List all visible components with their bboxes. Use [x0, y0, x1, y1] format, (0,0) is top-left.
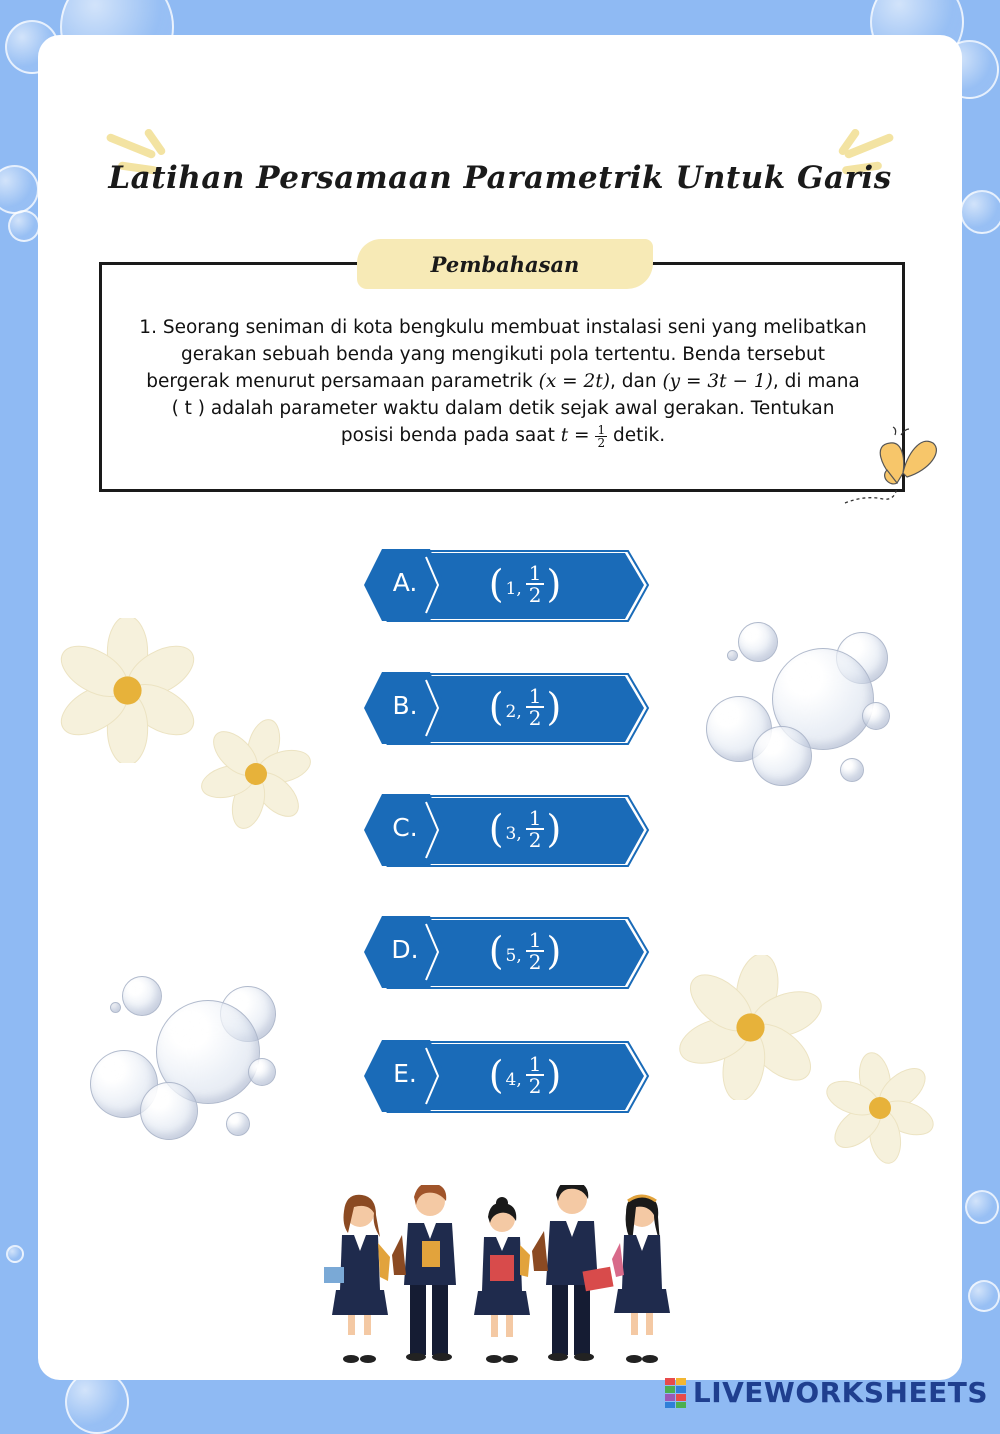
option-fraction: [526, 563, 545, 605]
worksheet-title: Latihan Persamaan Parametrik Untuk Garis: [108, 160, 892, 196]
option-e-button[interactable]: [360, 1038, 650, 1118]
option-fraction: [526, 808, 545, 850]
option-value: [470, 559, 580, 609]
question-line: [108, 368, 898, 395]
daisy-icon: [678, 955, 823, 1100]
close-paren: ): [546, 685, 562, 729]
daisy-icon: [55, 618, 200, 763]
option-value: [470, 1050, 580, 1100]
option-fraction: [526, 1054, 545, 1096]
liveworksheets-logo-text: LIVEWORKSHEETS: [692, 1376, 988, 1409]
option-a-button[interactable]: [360, 547, 650, 627]
question-line-part: , di mana: [772, 371, 860, 392]
option-x: 5,: [505, 946, 522, 966]
fraction-denominator: 2: [528, 1074, 542, 1098]
fraction-denominator: 2: [528, 950, 542, 974]
close-paren: ): [546, 562, 562, 606]
option-x: 2,: [505, 702, 522, 722]
fraction-numerator: 1: [597, 422, 606, 437]
question-line: [108, 422, 898, 449]
fraction-denominator: 2: [597, 435, 606, 450]
daisy-icon: [200, 718, 312, 830]
option-d-button[interactable]: [360, 914, 650, 994]
background-bubble: [6, 1245, 24, 1263]
question-line-part: , dan: [609, 371, 663, 392]
close-paren: ): [546, 1053, 562, 1097]
question-line-part: posisi benda pada saat: [340, 425, 561, 446]
option-b-button[interactable]: [360, 670, 650, 750]
fraction-numerator: 1: [526, 563, 545, 585]
open-paren: (: [488, 1053, 504, 1097]
soap-bubble: [862, 702, 890, 730]
option-value: [470, 804, 580, 854]
option-letter: E.: [393, 1059, 417, 1088]
option-letter: D.: [391, 935, 419, 964]
question-line: ( t ) adalah parameter waktu dalam detik sejak awal gerakan. Tentukan: [171, 398, 835, 419]
fraction-numerator: 1: [526, 1054, 545, 1076]
close-paren: ): [546, 929, 562, 973]
soap-bubble: [110, 1002, 121, 1013]
fraction-numerator: 1: [526, 808, 545, 830]
option-fraction: [526, 930, 545, 972]
fraction-numerator: 1: [526, 686, 545, 708]
fraction-denominator: 2: [528, 706, 542, 730]
soap-bubble: [738, 622, 778, 662]
soap-bubble: [122, 976, 162, 1016]
option-x: 1,: [505, 579, 522, 599]
open-paren: (: [488, 562, 504, 606]
option-letter: C.: [392, 813, 418, 842]
time-variable: t =: [560, 425, 590, 446]
background-bubble: [965, 1190, 999, 1224]
open-paren: (: [488, 807, 504, 851]
background-bubble: [968, 1280, 1000, 1312]
open-paren: (: [488, 685, 504, 729]
question-line: 1. Seorang seniman di kota bengkulu membuat instalasi seni yang melibatkan: [139, 317, 867, 338]
liveworksheets-logo: [665, 1376, 988, 1409]
fraction-denominator: 2: [528, 583, 542, 607]
daisy-icon: [824, 1052, 936, 1164]
option-letter: A.: [392, 568, 418, 597]
question-text: [108, 314, 898, 449]
students-illustration: [320, 1185, 680, 1380]
option-letter: B.: [392, 691, 418, 720]
equation-x: (x = 2t): [538, 371, 610, 392]
soap-bubble: [727, 650, 738, 661]
question-line-part: detik.: [607, 425, 666, 446]
background-bubble: [960, 190, 1000, 234]
open-paren: (: [488, 929, 504, 973]
liveworksheets-logo-icon: [665, 1378, 687, 1408]
option-x: 4,: [505, 1070, 522, 1090]
option-x: 3,: [505, 824, 522, 844]
close-paren: ): [546, 807, 562, 851]
time-fraction: [595, 424, 607, 449]
question-line: gerakan sebuah benda yang mengikuti pola tertentu. Benda tersebut: [181, 344, 825, 365]
butterfly-icon: [835, 425, 945, 515]
soap-bubble: [840, 758, 864, 782]
soap-bubble: [248, 1058, 276, 1086]
soap-bubble: [140, 1082, 198, 1140]
fraction-numerator: 1: [526, 930, 545, 952]
fraction-denominator: 2: [528, 828, 542, 852]
background-bubble: [8, 210, 40, 242]
soap-bubble: [226, 1112, 250, 1136]
soap-bubble: [752, 726, 812, 786]
section-badge: Pembahasan: [357, 239, 653, 289]
question-line-part: bergerak menurut persamaan parametrik: [146, 371, 539, 392]
option-c-button[interactable]: [360, 792, 650, 872]
option-fraction: [526, 686, 545, 728]
option-value: [470, 926, 580, 976]
option-value: [470, 682, 580, 732]
equation-y: (y = 3t − 1): [662, 371, 773, 392]
